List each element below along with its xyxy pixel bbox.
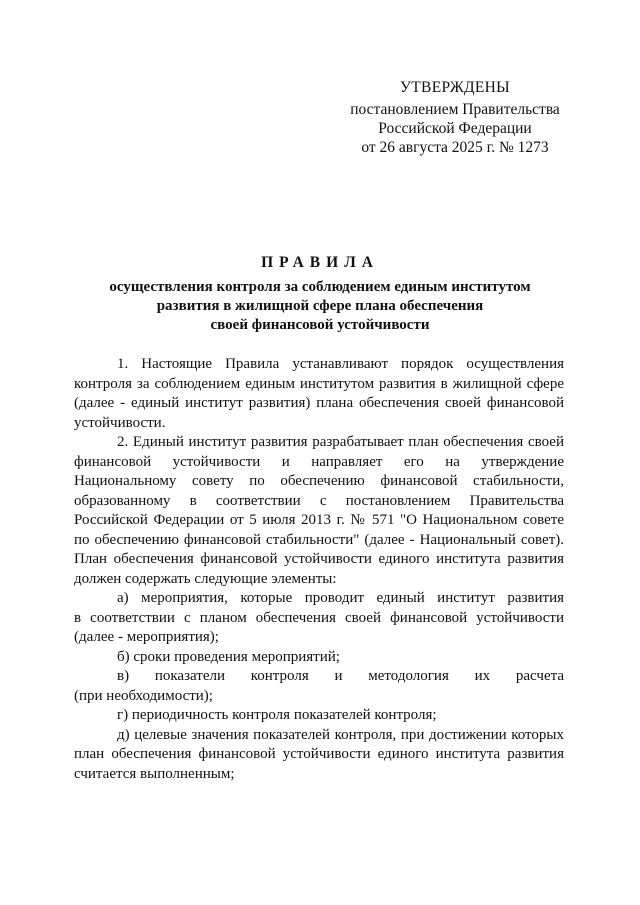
paragraph-line: (при необходимости); [74,687,213,704]
paragraph-2 [74,433,564,589]
paragraph-line: (далее - мероприятия); [74,629,219,645]
paragraph-line: (далее - единый институт развития) плана обеспечения своей финансовой [74,395,564,411]
list-item-a [74,589,564,648]
list-item-b [74,648,564,668]
paragraph-line: План обеспечения финансовой устойчивости единого института развития [74,551,564,567]
paragraph-line: контроля за соблюдением единым институтом развития в жилищной сфере [74,375,564,392]
subtitle-line: осуществления контроля за соблюдением единым институтом [109,279,531,295]
paragraph-line: считается выполненным; [74,765,235,782]
approval-block [340,78,570,157]
document-subtitle [80,278,560,335]
document-body [74,355,564,784]
paragraph-line: план обеспечения финансовой устойчивости единого института развития [74,746,564,762]
paragraph-line: в) показатели контроля и методология их расчета [117,668,564,684]
paragraph-line: 2. Единый институт развития разрабатывает план обеспечения своей [117,434,564,450]
paragraph-1 [74,355,564,433]
approval-line: постановлением Правительства [350,101,560,118]
paragraph-line: устойчивости. [74,414,166,431]
list-item-g [74,706,564,726]
paragraph-line: финансовой устойчивости и направляет его на утверждение [74,453,564,470]
paragraph-line: г) периодичность контроля показателей контроля; [117,707,437,723]
paragraph-line: в соответствии с планом обеспечения своей финансовой устойчивости [74,609,564,626]
approval-title: УТВЕРЖДЕНЫ [400,79,510,96]
list-item-d [74,726,564,785]
approval-line: от 26 августа 2025 г. № 1273 [361,139,549,156]
document-title: ПРАВИЛА [261,254,379,271]
paragraph-line: а) мероприятия, которые проводит единый институт развития [117,590,564,606]
paragraph-line: б) сроки проведения мероприятий; [117,648,340,665]
subtitle-line: развития в жилищной сфере плана обеспечения [156,298,484,314]
paragraph-line: образованному в соответствии с постановлением Правительства [74,492,564,509]
paragraph-line: 1. Настоящие Правила устанавливают порядок осуществления [117,356,564,372]
list-item-v [74,667,564,706]
paragraph-line: Российской Федерации от 5 июля 2013 г. № 571 "О Национальном совете [74,512,564,528]
subtitle-line: своей финансовой устойчивости [210,317,430,333]
paragraph-line: д) целевые значения показателей контроля, при достижении которых [117,726,564,743]
paragraph-line: должен содержать следующие элементы: [74,570,337,587]
paragraph-line: Национальному совету по обеспечению финансовой стабильности, [74,473,564,489]
paragraph-line: по обеспечению финансовой стабильности" (далее - Национальный совет). [74,531,564,548]
approval-line: Российской Федерации [378,120,532,137]
